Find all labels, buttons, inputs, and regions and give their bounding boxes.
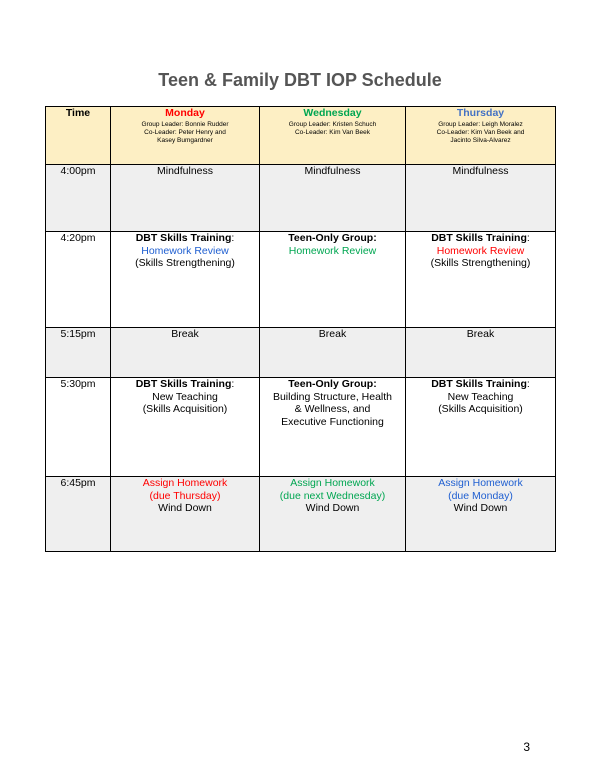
wednesday-leader: Group Leader: Kristen Schuch: [288, 120, 377, 128]
time-cell: 4:20pm: [46, 232, 111, 328]
activity-title: DBT Skills Training: [431, 378, 527, 390]
activity-colon: :: [526, 378, 530, 390]
activity-detail: New Teaching: [447, 390, 514, 403]
activity-detail: Homework Review: [141, 244, 229, 257]
activity-title: Teen-Only Group:: [288, 232, 377, 244]
homework-due: (due next Wednesday): [279, 489, 386, 502]
page-title: Teen & Family DBT IOP Schedule: [158, 70, 442, 90]
homework-label: Assign Homework: [290, 477, 375, 489]
thursday-header: [406, 107, 556, 165]
time-cell: 5:15pm: [46, 328, 111, 378]
thursday-cell: [406, 232, 556, 328]
wednesday-cell: Break: [260, 328, 406, 378]
monday-leader: Group Leader: Bonnie Rudder: [141, 120, 229, 128]
wednesday-cell: [260, 477, 406, 552]
thursday-day-label: Thursday: [456, 107, 505, 119]
homework-label: Assign Homework: [142, 477, 228, 489]
row-400pm: [46, 165, 556, 232]
activity-colon: :: [231, 232, 235, 244]
monday-day-label: Monday: [165, 107, 205, 119]
monday-coleader-cont: Kasey Bumgardner: [157, 136, 213, 144]
homework-due: (due Thursday): [149, 489, 221, 502]
wednesday-day-label: Wednesday: [303, 107, 362, 119]
schedule-table: [45, 106, 556, 552]
wednesday-coleader: Co-Leader: Kim Van Beek: [294, 128, 371, 136]
time-cell: 4:00pm: [46, 165, 111, 232]
thursday-cell: [406, 378, 556, 477]
monday-cell: Break: [111, 328, 260, 378]
row-515pm: [46, 328, 556, 378]
monday-header: [111, 107, 260, 165]
activity-note: (Skills Strengthening): [135, 257, 235, 269]
monday-coleader: Co-Leader: Peter Henry and: [144, 128, 226, 136]
row-530pm: [46, 378, 556, 477]
monday-cell: Mindfulness: [111, 165, 260, 232]
thursday-coleader: Co-Leader: Kim Van Beek and: [436, 128, 525, 136]
thursday-coleader-cont: Jacinto Silva-Alvarez: [450, 136, 511, 144]
header-row: [46, 107, 556, 165]
activity-title: Teen-Only Group:: [288, 378, 377, 390]
time-cell: 6:45pm: [46, 477, 111, 552]
row-645pm: [46, 477, 556, 552]
activity-note: (Skills Strengthening): [430, 257, 531, 269]
thursday-cell: Mindfulness: [406, 165, 556, 232]
homework-due: (due Monday): [448, 489, 513, 502]
activity-detail: Homework Review: [288, 244, 377, 257]
activity-note: (Skills Acquisition): [142, 403, 228, 415]
wednesday-header: [260, 107, 406, 165]
thursday-cell: Break: [406, 328, 556, 378]
page-number: 3: [523, 740, 530, 754]
wind-down: Wind Down: [453, 502, 508, 514]
time-cell: 5:30pm: [46, 378, 111, 477]
monday-cell: [111, 378, 260, 477]
wednesday-cell: [260, 378, 406, 477]
wednesday-cell: Mindfulness: [260, 165, 406, 232]
monday-cell: [111, 477, 260, 552]
activity-detail: New Teaching: [152, 390, 218, 403]
activity-detail: Building Structure, Health: [272, 390, 393, 403]
wednesday-cell: [260, 232, 406, 328]
thursday-cell: [406, 477, 556, 552]
monday-cell: [111, 232, 260, 328]
activity-note: (Skills Acquisition): [438, 403, 523, 415]
activity-colon: :: [231, 378, 235, 390]
activity-detail-cont: & Wellness, and: [294, 403, 371, 415]
activity-title: DBT Skills Training: [135, 378, 232, 390]
wind-down: Wind Down: [158, 502, 212, 514]
wind-down: Wind Down: [305, 502, 360, 514]
activity-title: DBT Skills Training: [135, 232, 232, 244]
homework-label: Assign Homework: [438, 477, 523, 489]
activity-detail-end: Executive Functioning: [281, 415, 384, 428]
row-420pm: [46, 232, 556, 328]
thursday-leader: Group Leader: Leigh Moralez: [438, 120, 523, 128]
time-header: Time: [46, 107, 111, 165]
activity-title: DBT Skills Training: [431, 232, 527, 244]
activity-detail: Homework Review: [436, 244, 525, 257]
activity-colon: :: [526, 232, 530, 244]
